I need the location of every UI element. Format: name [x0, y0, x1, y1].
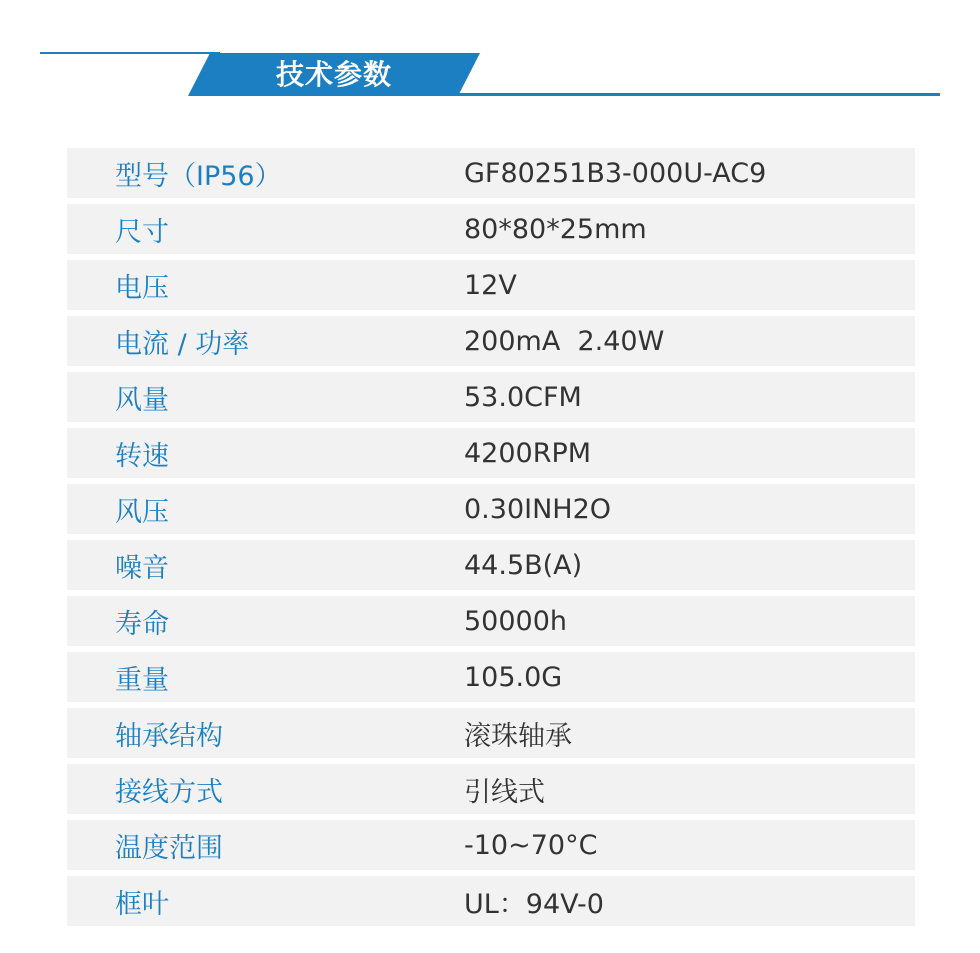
spec-label: 噪音: [115, 552, 169, 584]
spec-value: UL：94V-0: [464, 888, 604, 920]
spec-label: 电压: [115, 272, 169, 304]
spec-row-model: [67, 148, 915, 198]
spec-label: 尺寸: [115, 216, 169, 248]
spec-table: [67, 148, 915, 932]
spec-value: 12V: [464, 269, 517, 301]
spec-label: 型号（IP56）: [115, 160, 282, 192]
spec-row-current-power: [67, 316, 915, 366]
spec-row-speed: [67, 428, 915, 478]
spec-value: -10~70°C: [464, 829, 598, 861]
spec-label: 风量: [115, 384, 169, 416]
spec-value: 50000h: [464, 605, 568, 637]
spec-label: 转速: [115, 440, 169, 472]
spec-label: 电流 / 功率: [115, 328, 250, 360]
spec-value: 105.0G: [464, 661, 563, 693]
spec-row-frame-blade: [67, 876, 915, 926]
spec-row-noise: [67, 540, 915, 590]
spec-row-temperature: [67, 820, 915, 870]
spec-label: 接线方式: [115, 776, 223, 808]
spec-value: 53.0CFM: [464, 381, 582, 413]
spec-row-wiring: [67, 764, 915, 814]
spec-value: 滚珠轴承: [464, 720, 572, 752]
spec-value: 200mA 2.40W: [464, 325, 665, 357]
spec-value: 44.5B(A): [464, 549, 583, 581]
spec-label: 风压: [115, 496, 169, 528]
spec-value: 0.30INH2O: [464, 493, 612, 525]
header-divider-right: [455, 93, 940, 96]
spec-label: 重量: [115, 664, 169, 696]
spec-label: 温度范围: [115, 832, 223, 864]
spec-row-weight: [67, 652, 915, 702]
spec-row-size: [67, 204, 915, 254]
spec-value: 引线式: [464, 776, 545, 808]
spec-label: 寿命: [115, 608, 169, 640]
spec-row-bearing: [67, 708, 915, 758]
spec-value: 4200RPM: [464, 437, 592, 469]
section-title: 技术参数: [275, 58, 392, 91]
spec-row-pressure: [67, 484, 915, 534]
spec-value: 80*80*25mm: [464, 213, 647, 245]
spec-label: 框叶: [115, 888, 169, 920]
spec-row-airflow: [67, 372, 915, 422]
spec-row-lifespan: [67, 596, 915, 646]
spec-value: GF80251B3-000U-AC9: [464, 157, 767, 189]
spec-row-voltage: [67, 260, 915, 310]
spec-label: 轴承结构: [115, 720, 223, 752]
